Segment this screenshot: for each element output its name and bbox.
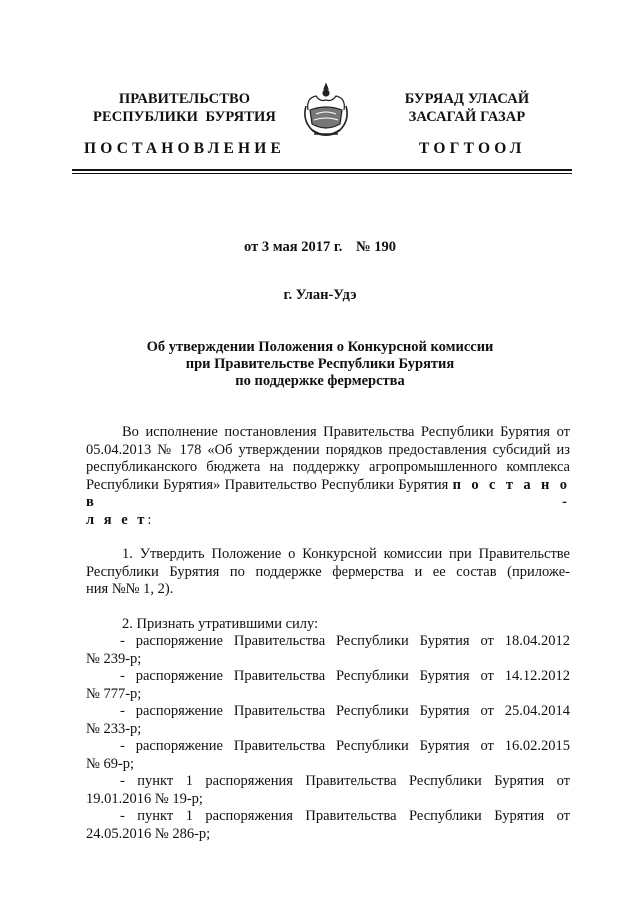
header-left: [82, 90, 287, 126]
decree-label-left: ПОСТАНОВЛЕНИЕ: [84, 140, 286, 157]
preamble-line-5: [86, 512, 570, 530]
item-1-paragraph: [86, 546, 570, 599]
preamble-line-4: [86, 477, 570, 512]
header-right-line-1: БУРЯАД УЛАСАЙ: [404, 91, 530, 107]
item-1-line-3: ния №№ 1, 2).: [86, 581, 174, 597]
postanovlyaet-part-2: л я е т: [86, 511, 148, 528]
item-2-heading: 2. Признать утратившими силу:: [122, 615, 319, 632]
repeal-4-line-1: - распоряжение Правительства Республики Бурятия от 16.02.2015: [120, 738, 570, 754]
repeal-1-line-2: № 239-р;: [86, 650, 142, 667]
preamble-line-3: республиканского бюджета на поддержку агропромышленного комплекса: [86, 459, 570, 475]
header-divider-thin: [72, 173, 572, 174]
repeal-3-line-2: № 233-р;: [86, 720, 142, 737]
header-left-line-2: РЕСПУБЛИКИ БУРЯТИЯ: [93, 109, 276, 125]
document-number: № 190: [356, 239, 396, 255]
item-1-line-2: Республики Бурятия по поддержке фермерства и ее состав (приложе-: [86, 563, 570, 580]
repeal-1-line-1: - распоряжение Правительства Республики Бурятия от 18.04.2012: [120, 633, 570, 649]
title-line-2: при Правительстве Республики Бурятия: [185, 356, 455, 372]
preamble-line-1: Во исполнение постановления Правительства Республики Бурятия от: [122, 424, 570, 440]
repeal-3-line-1: - распоряжение Правительства Республики Бурятия от 25.04.2014: [120, 703, 570, 719]
header-divider-thick: [72, 169, 572, 171]
postanovlyaet-colon: :: [147, 511, 152, 528]
repeal-6-line-1: - пункт 1 распоряжения Правительства Республики Бурятия от: [120, 808, 570, 824]
preamble-line-4-text: Республики Бурятия» Правительство Республики Бурятия: [86, 476, 449, 493]
header-right-line-2: ЗАСАГАЙ ГАЗАР: [408, 109, 526, 125]
document-city: г. Улан-Удэ: [283, 287, 357, 303]
repeal-6-line-2: 24.05.2016 № 286-р;: [86, 825, 211, 842]
item-2-paragraph: [86, 616, 570, 844]
header-right: [372, 90, 562, 126]
document-body: [86, 424, 570, 843]
date-number-line: [0, 239, 640, 256]
repeal-5-line-1: - пункт 1 распоряжения Правительства Республики Бурятия от: [120, 773, 570, 789]
item-1-line-1: 1. Утвердить Положение о Конкурсной комиссии при Правительстве: [122, 546, 570, 562]
preamble-line-2: 05.04.2013 № 178 «Об утверждении порядков предоставления субсидий из: [86, 441, 570, 458]
repeal-2-line-2: № 777-р;: [86, 685, 142, 702]
postanovlyaet-part-1: п о с т а н о в -: [86, 476, 570, 510]
header-left-line-1: ПРАВИТЕЛЬСТВО: [118, 91, 251, 107]
title-line-1: Об утверждении Положения о Конкурсной комиссии: [146, 339, 494, 355]
repeal-5-line-2: 19.01.2016 № 19-р;: [86, 790, 203, 807]
title-line-3: по поддержке фермерства: [235, 373, 405, 389]
document-date: от 3 мая 2017 г.: [244, 239, 343, 255]
repeal-4-line-2: № 69-р;: [86, 755, 135, 772]
coat-of-arms-icon: [300, 80, 352, 142]
preamble-paragraph: [86, 424, 570, 529]
repeal-2-line-1: - распоряжение Правительства Республики Бурятия от 14.12.2012: [120, 668, 570, 684]
document-title: [0, 339, 640, 390]
decree-label-right: ТОГТООЛ: [419, 140, 526, 157]
